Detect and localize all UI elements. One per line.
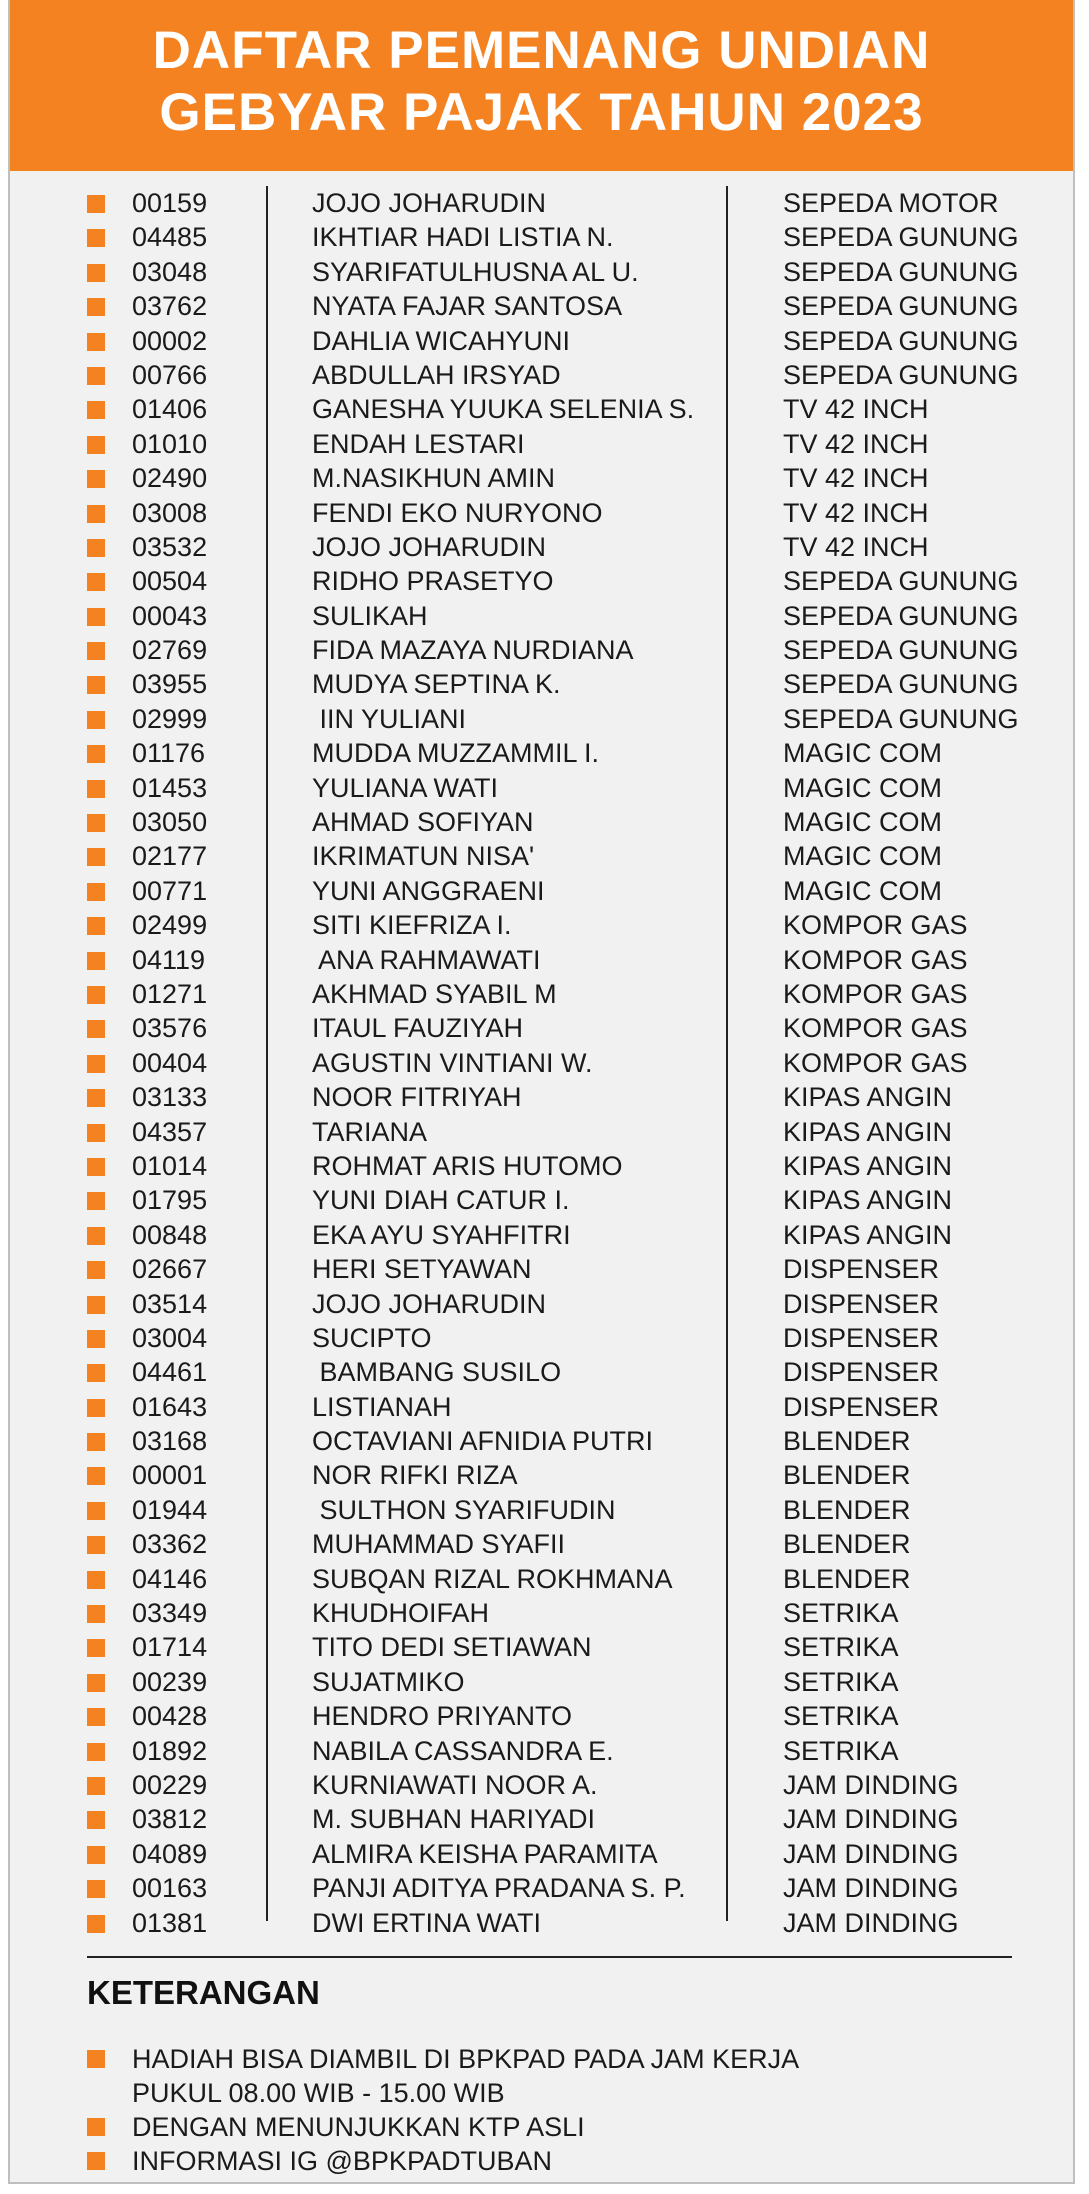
table-row xyxy=(10,1665,1073,1699)
table-row xyxy=(10,736,1073,770)
table-row xyxy=(10,324,1073,358)
table-row xyxy=(10,1390,1073,1424)
bullet-square-icon xyxy=(87,1571,105,1589)
winner-name: GANESHA YUUKA SELENIA S. xyxy=(312,394,695,425)
bullet-square-icon xyxy=(87,505,105,523)
winner-name: M. SUBHAN HARIYADI xyxy=(312,1804,596,1835)
winner-code: 00766 xyxy=(132,359,208,390)
winner-code: 03762 xyxy=(132,291,208,322)
winner-name: BAMBANG SUSILO xyxy=(312,1357,562,1388)
bullet-square-icon xyxy=(87,1296,105,1314)
winner-prize: KOMPOR GAS xyxy=(783,944,968,975)
table-row xyxy=(10,392,1073,426)
winner-name: NOOR FITRIYAH xyxy=(312,1082,522,1113)
winner-code: 04357 xyxy=(132,1116,208,1147)
winner-code: 04119 xyxy=(132,944,206,975)
note-text: INFORMASI IG @BPKPADTUBAN xyxy=(132,2146,552,2176)
winner-name: ROHMAT ARIS HUTOMO xyxy=(312,1150,623,1181)
table-row xyxy=(10,564,1073,598)
bullet-square-icon xyxy=(87,367,105,385)
table-row xyxy=(10,943,1073,977)
bullet-square-icon xyxy=(87,1055,105,1073)
table-row xyxy=(10,839,1073,873)
table-row xyxy=(10,908,1073,942)
bullet-square-icon xyxy=(87,1364,105,1382)
table-row xyxy=(10,1527,1073,1561)
winner-prize: KIPAS ANGIN xyxy=(783,1185,953,1216)
bullet-square-icon xyxy=(87,1811,105,1829)
table-row xyxy=(10,874,1073,908)
winner-prize: BLENDER xyxy=(783,1563,911,1594)
winner-prize: SEPEDA GUNUNG xyxy=(783,635,1019,666)
winner-code: 00043 xyxy=(132,600,208,631)
winner-code: 04089 xyxy=(132,1838,208,1869)
winner-name: YULIANA WATI xyxy=(312,772,499,803)
bullet-square-icon xyxy=(87,1433,105,1451)
table-row xyxy=(10,1011,1073,1045)
winner-prize: KOMPOR GAS xyxy=(783,1047,968,1078)
winner-name: TARIANA xyxy=(312,1116,428,1147)
winner-name: AGUSTIN VINTIANI W. xyxy=(312,1047,593,1078)
table-row xyxy=(10,1355,1073,1389)
table-row xyxy=(10,1837,1073,1871)
winner-code: 02177 xyxy=(132,841,208,872)
bullet-square-icon xyxy=(87,917,105,935)
poster-header xyxy=(10,0,1073,171)
section-divider xyxy=(87,1956,1012,1958)
table-row xyxy=(10,220,1073,254)
winner-name: JOJO JOHARUDIN xyxy=(312,531,547,562)
bullet-square-icon xyxy=(87,1605,105,1623)
winner-prize: BLENDER xyxy=(783,1426,911,1457)
winner-name: DWI ERTINA WATI xyxy=(312,1907,541,1938)
winner-code: 03514 xyxy=(132,1288,208,1319)
winner-prize: SEPEDA GUNUNG xyxy=(783,566,1019,597)
winner-code: 01944 xyxy=(132,1494,208,1525)
winner-prize: KIPAS ANGIN xyxy=(783,1219,953,1250)
bullet-square-icon xyxy=(87,298,105,316)
bullet-square-icon xyxy=(87,1708,105,1726)
table-row xyxy=(10,667,1073,701)
winner-code: 03812 xyxy=(132,1804,208,1835)
winner-name: OCTAVIANI AFNIDIA PUTRI xyxy=(312,1426,654,1457)
bullet-square-icon xyxy=(87,195,105,213)
winner-code: 01010 xyxy=(132,428,208,459)
bullet-square-icon xyxy=(87,1674,105,1692)
winner-prize: KOMPOR GAS xyxy=(783,978,968,1009)
winner-prize: MAGIC COM xyxy=(783,875,942,906)
table-row xyxy=(10,805,1073,839)
winner-name: IKHTIAR HADI LISTIA N. xyxy=(312,222,614,253)
bullet-square-icon xyxy=(87,1915,105,1933)
winner-name: ENDAH LESTARI xyxy=(312,428,525,459)
winner-code: 01176 xyxy=(132,738,206,769)
winner-prize: DISPENSER xyxy=(783,1254,940,1285)
winner-prize: KIPAS ANGIN xyxy=(783,1116,953,1147)
winner-code: 04485 xyxy=(132,222,208,253)
table-row xyxy=(10,255,1073,289)
table-row xyxy=(10,771,1073,805)
bullet-square-icon xyxy=(87,333,105,351)
winner-prize: JAM DINDING xyxy=(783,1804,959,1835)
winner-prize: TV 42 INCH xyxy=(783,497,929,528)
bullet-square-icon xyxy=(87,1020,105,1038)
winner-name: SITI KIEFRIZA I. xyxy=(312,910,512,941)
table-row xyxy=(10,1734,1073,1768)
winner-prize: KOMPOR GAS xyxy=(783,910,968,941)
header-title-line1: DAFTAR PEMENANG UNDIAN xyxy=(152,21,931,80)
bullet-square-icon xyxy=(87,1399,105,1417)
winner-prize: MAGIC COM xyxy=(783,807,942,838)
winner-name: AHMAD SOFIYAN xyxy=(312,807,534,838)
winner-code: 00229 xyxy=(132,1769,208,1800)
winner-code: 03532 xyxy=(132,531,208,562)
table-row xyxy=(10,1596,1073,1630)
winner-name: SYARIFATULHUSNA AL U. xyxy=(312,256,639,287)
winner-code: 02490 xyxy=(132,463,208,494)
bullet-square-icon xyxy=(87,539,105,557)
winner-prize: SEPEDA GUNUNG xyxy=(783,325,1019,356)
bullet-square-icon xyxy=(87,1502,105,1520)
winner-code: 03048 xyxy=(132,256,208,287)
bullet-square-icon xyxy=(87,642,105,660)
winner-prize: SETRIKA xyxy=(783,1598,899,1629)
winner-prize: KIPAS ANGIN xyxy=(783,1150,953,1181)
winner-name: DAHLIA WICAHYUNI xyxy=(312,325,571,356)
bullet-square-icon xyxy=(87,814,105,832)
winners-poster xyxy=(8,0,1075,2184)
winner-name: RIDHO PRASETYO xyxy=(312,566,554,597)
table-row xyxy=(10,1183,1073,1217)
winner-name: FIDA MAZAYA NURDIANA xyxy=(312,635,634,666)
bullet-square-icon xyxy=(87,1777,105,1795)
bullet-square-icon xyxy=(87,1743,105,1761)
winner-prize: JAM DINDING xyxy=(783,1873,959,1904)
winner-prize: SETRIKA xyxy=(783,1632,899,1663)
winner-name: ITAUL FAUZIYAH xyxy=(312,1013,524,1044)
winner-name: SUCIPTO xyxy=(312,1322,432,1353)
winner-name: AKHMAD SYABIL M xyxy=(312,978,557,1009)
winner-code: 00771 xyxy=(132,875,208,906)
bullet-square-icon xyxy=(87,401,105,419)
bullet-square-icon xyxy=(87,608,105,626)
note-text-continued: PUKUL 08.00 WIB - 15.00 WIB xyxy=(132,2078,505,2108)
table-row xyxy=(10,530,1073,564)
winner-prize: SETRIKA xyxy=(783,1735,899,1766)
bullet-square-icon xyxy=(87,2050,105,2068)
winner-name: FENDI EKO NURYONO xyxy=(312,497,603,528)
bullet-square-icon xyxy=(87,1261,105,1279)
winner-code: 03008 xyxy=(132,497,208,528)
winner-prize: BLENDER xyxy=(783,1494,911,1525)
winner-code: 00428 xyxy=(132,1701,208,1732)
table-row xyxy=(10,186,1073,220)
winner-code: 00163 xyxy=(132,1873,208,1904)
winner-name: M.NASIKHUN AMIN xyxy=(312,463,556,494)
winner-prize: DISPENSER xyxy=(783,1391,940,1422)
winner-prize: SEPEDA GUNUNG xyxy=(783,359,1019,390)
bullet-square-icon xyxy=(87,986,105,1004)
bullet-square-icon xyxy=(87,711,105,729)
table-row xyxy=(10,496,1073,530)
table-row xyxy=(10,289,1073,323)
winner-code: 00239 xyxy=(132,1666,208,1697)
winner-code: 03168 xyxy=(132,1426,208,1457)
winner-code: 02499 xyxy=(132,910,208,941)
winner-code: 01795 xyxy=(132,1185,208,1216)
winner-code: 03349 xyxy=(132,1598,208,1629)
bullet-square-icon xyxy=(87,436,105,454)
table-row xyxy=(10,977,1073,1011)
winner-code: 00002 xyxy=(132,325,208,356)
winner-code: 03362 xyxy=(132,1529,208,1560)
winner-prize: SEPEDA GUNUNG xyxy=(783,256,1019,287)
winner-prize: DISPENSER xyxy=(783,1322,940,1353)
winner-prize: SEPEDA MOTOR xyxy=(783,188,999,218)
table-row xyxy=(10,1115,1073,1149)
table-row xyxy=(10,427,1073,461)
table-row xyxy=(10,1218,1073,1252)
winner-prize: MAGIC COM xyxy=(783,841,942,872)
winner-name: TITO DEDI SETIAWAN xyxy=(312,1632,592,1663)
bullet-square-icon xyxy=(87,229,105,247)
winner-name: ALMIRA KEISHA PARAMITA xyxy=(312,1838,658,1869)
winner-code: 03133 xyxy=(132,1082,208,1113)
winner-code: 03576 xyxy=(132,1013,208,1044)
winner-prize: SEPEDA GUNUNG xyxy=(783,291,1019,322)
winner-code: 04146 xyxy=(132,1563,208,1594)
bullet-square-icon xyxy=(87,1124,105,1142)
winner-code: 02769 xyxy=(132,635,208,666)
bullet-square-icon xyxy=(87,573,105,591)
winner-name: SULIKAH xyxy=(312,600,428,631)
table-row xyxy=(10,1321,1073,1355)
bullet-square-icon xyxy=(87,2152,105,2170)
winner-name: HENDRO PRIYANTO xyxy=(312,1701,573,1732)
bullet-square-icon xyxy=(87,780,105,798)
winner-name: HERI SETYAWAN xyxy=(312,1254,532,1285)
winner-prize: BLENDER xyxy=(783,1529,911,1560)
winner-prize: JAM DINDING xyxy=(783,1838,959,1869)
winner-code: 00848 xyxy=(132,1219,208,1250)
table-row xyxy=(10,1906,1073,1940)
winner-code: 02999 xyxy=(132,703,208,734)
winner-name: EKA AYU SYAHFITRI xyxy=(312,1219,571,1250)
winner-name: NYATA FAJAR SANTOSA xyxy=(312,291,623,322)
winner-name: KURNIAWATI NOOR A. xyxy=(312,1769,598,1800)
winner-code: 01643 xyxy=(132,1391,208,1422)
winner-name: SUJATMIKO xyxy=(312,1666,465,1697)
winner-code: 00159 xyxy=(132,188,208,218)
bullet-square-icon xyxy=(87,1089,105,1107)
table-row xyxy=(10,1493,1073,1527)
winner-name: IIN YULIANI xyxy=(312,703,467,734)
table-row xyxy=(10,1458,1073,1492)
winner-name: JOJO JOHARUDIN xyxy=(312,1288,547,1319)
bullet-square-icon xyxy=(87,1880,105,1898)
bullet-square-icon xyxy=(87,1227,105,1245)
winner-code: 01271 xyxy=(132,978,208,1009)
note-text: DENGAN MENUNJUKKAN KTP ASLI xyxy=(132,2112,585,2142)
bullet-square-icon xyxy=(87,676,105,694)
bullet-square-icon xyxy=(87,1330,105,1348)
table-row xyxy=(10,1287,1073,1321)
winners-list xyxy=(10,186,1073,1940)
bullet-square-icon xyxy=(87,1467,105,1485)
bullet-square-icon xyxy=(87,883,105,901)
winner-name: SULTHON SYARIFUDIN xyxy=(312,1494,616,1525)
winner-name: LISTIANAH xyxy=(312,1391,452,1422)
winner-prize: JAM DINDING xyxy=(783,1769,959,1800)
winner-prize: SEPEDA GUNUNG xyxy=(783,222,1019,253)
winner-name: ANA RAHMAWATI xyxy=(312,944,541,975)
winner-prize: JAM DINDING xyxy=(783,1907,959,1938)
winner-prize: SETRIKA xyxy=(783,1701,899,1732)
winner-code: 03004 xyxy=(132,1322,208,1353)
bullet-square-icon xyxy=(87,1192,105,1210)
winner-code: 01892 xyxy=(132,1735,208,1766)
table-row xyxy=(10,1252,1073,1286)
winner-code: 04461 xyxy=(132,1357,208,1388)
winner-name: PANJI ADITYA PRADANA S. P. xyxy=(312,1873,686,1904)
winner-name: KHUDHOIFAH xyxy=(312,1598,490,1629)
winner-prize: SEPEDA GUNUNG xyxy=(783,703,1019,734)
winner-prize: MAGIC COM xyxy=(783,738,942,769)
table-row xyxy=(10,1046,1073,1080)
bullet-square-icon xyxy=(87,848,105,866)
winner-prize: SEPEDA GUNUNG xyxy=(783,669,1019,700)
winner-name: SUBQAN RIZAL ROKHMANA xyxy=(312,1563,673,1594)
winner-code: 01014 xyxy=(132,1150,208,1181)
winner-name: NABILA CASSANDRA E. xyxy=(312,1735,614,1766)
bullet-square-icon xyxy=(87,264,105,282)
winner-prize: DISPENSER xyxy=(783,1288,940,1319)
table-row xyxy=(10,461,1073,495)
table-row xyxy=(10,1768,1073,1802)
keterangan-title: KETERANGAN xyxy=(87,1974,320,2011)
winner-code: 00404 xyxy=(132,1047,208,1078)
table-row xyxy=(10,1424,1073,1458)
bullet-square-icon xyxy=(87,1639,105,1657)
bullet-square-icon xyxy=(87,1536,105,1554)
winner-code: 01714 xyxy=(132,1632,208,1663)
winner-code: 00504 xyxy=(132,566,208,597)
winner-name: IKRIMATUN NISA' xyxy=(312,841,535,872)
bullet-square-icon xyxy=(87,2118,105,2136)
winner-code: 01406 xyxy=(132,394,208,425)
table-row xyxy=(10,1149,1073,1183)
winner-name: NOR RIFKI RIZA xyxy=(312,1460,518,1491)
winner-prize: TV 42 INCH xyxy=(783,428,929,459)
winner-prize: DISPENSER xyxy=(783,1357,940,1388)
winner-name: MUDDA MUZZAMMIL I. xyxy=(312,738,599,769)
winner-prize: SEPEDA GUNUNG xyxy=(783,600,1019,631)
bullet-square-icon xyxy=(87,1846,105,1864)
winner-name: JOJO JOHARUDIN xyxy=(312,188,547,218)
winner-prize: TV 42 INCH xyxy=(783,531,929,562)
winner-name: MUHAMMAD SYAFII xyxy=(312,1529,566,1560)
winner-prize: BLENDER xyxy=(783,1460,911,1491)
table-row xyxy=(10,1871,1073,1905)
table-row xyxy=(10,1630,1073,1664)
winner-code: 01453 xyxy=(132,772,208,803)
table-row xyxy=(10,1802,1073,1836)
note-text: HADIAH BISA DIAMBIL DI BPKPAD PADA JAM KERJA xyxy=(132,2044,800,2074)
table-row xyxy=(10,1699,1073,1733)
winner-prize: KIPAS ANGIN xyxy=(783,1082,953,1113)
winner-prize: MAGIC COM xyxy=(783,772,942,803)
winner-code: 03955 xyxy=(132,669,208,700)
winner-code: 00001 xyxy=(132,1460,208,1491)
winner-name: YUNI ANGGRAENI xyxy=(312,875,545,906)
table-row xyxy=(10,358,1073,392)
winner-name: YUNI DIAH CATUR I. xyxy=(312,1185,570,1216)
bullet-square-icon xyxy=(87,1158,105,1176)
winner-name: MUDYA SEPTINA K. xyxy=(312,669,561,700)
table-row xyxy=(10,1562,1073,1596)
bullet-square-icon xyxy=(87,745,105,763)
bullet-square-icon xyxy=(87,952,105,970)
winner-code: 03050 xyxy=(132,807,208,838)
table-row xyxy=(10,702,1073,736)
winner-prize: SETRIKA xyxy=(783,1666,899,1697)
table-row xyxy=(10,1080,1073,1114)
winner-name: ABDULLAH IRSYAD xyxy=(312,359,561,390)
winner-code: 01381 xyxy=(132,1907,208,1938)
winner-prize: KOMPOR GAS xyxy=(783,1013,968,1044)
header-title-line2: GEBYAR PAJAK TAHUN 2023 xyxy=(159,83,924,142)
winner-prize: TV 42 INCH xyxy=(783,463,929,494)
table-row xyxy=(10,633,1073,667)
winner-code: 02667 xyxy=(132,1254,208,1285)
table-row xyxy=(10,599,1073,633)
winner-prize: TV 42 INCH xyxy=(783,394,929,425)
bullet-square-icon xyxy=(87,470,105,488)
